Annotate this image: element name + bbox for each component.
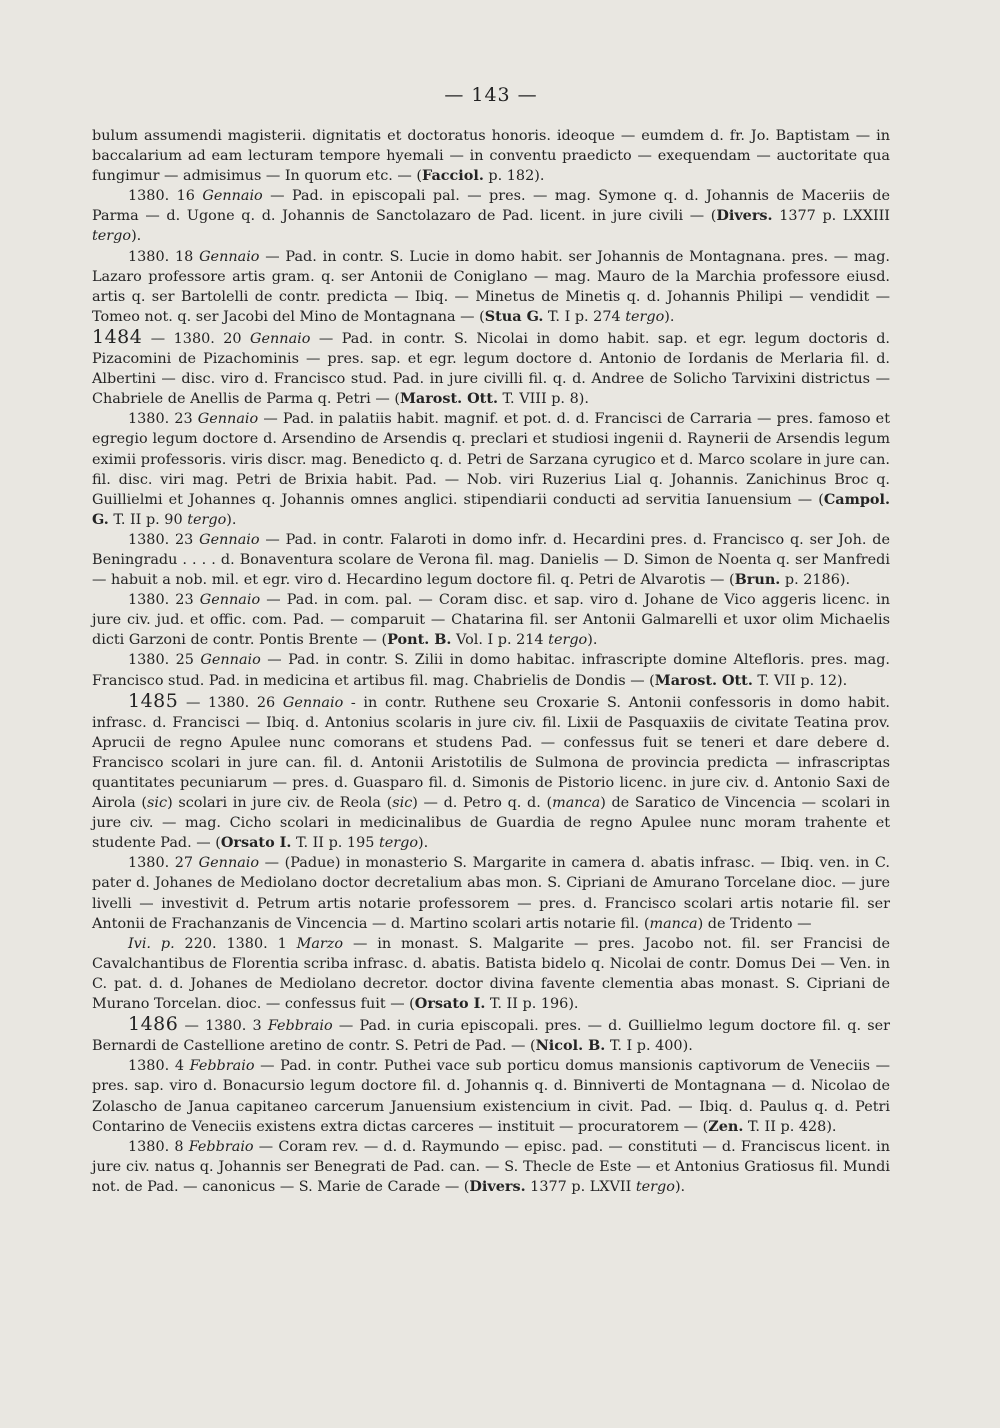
italic-text: Gennaio <box>282 694 344 711</box>
paragraph <box>92 934 890 1014</box>
text-run: — Pad. in com. pal. — Coram disc. et sap. viro d. Johane de Vico aggeris licenc. in jure civ. jud. et offic. com. Pad. — comparuit — Chatarina fil. ser Antonii Galmarelli et uxor olim Michaelis dicti Garzoni de contr. Pontis Brente — ( <box>92 592 890 649</box>
paragraph <box>92 590 890 650</box>
text-run: 1380. 27 <box>128 855 199 872</box>
source-reference: Nicol. B. <box>535 1037 606 1055</box>
text-run: 1380. 23 <box>128 531 200 548</box>
italic-text: Marzo <box>296 935 344 952</box>
paragraph <box>92 126 890 186</box>
text-run: ). <box>418 835 429 852</box>
text-run: — Pad. in palatiis habit. magnif. et pot. d. d. Francisci de Carraria — pres. famoso et egregio legum doctore d. Arsendino de Arsendis q. preclari et studiosi ingenii d. Raynerii de Arsendis legum eximii professoris. viris discr. mag. Benedicto q. d. Petri de Sarzana cyrugico et d. Marco scolare in jure can. fil. disc. viri mag. Petri de Brixia habit. Pad. — Nob. viri Ruzerius Lial q. Johannis. Zanichinus Broc q. Guillielmi et Johannes q. Johannis omnes anglici. stipendiarii conducti ad servitia Ianuensium — ( <box>92 411 890 508</box>
text-run: — Pad. in episcopali pal. — pres. — mag. Symone q. d. Johannis de Maceriis de Parma — d. Ugone q. d. Johannis de Sanctolazaro de Pad. licent. in jure civili — ( <box>92 188 890 225</box>
italic-text: Febbraio <box>188 1138 254 1155</box>
text-run: 1377 p. LXXIII <box>772 208 890 225</box>
text-run: ) scolari in jure civ. de Reola ( <box>167 795 393 812</box>
paragraph <box>92 853 890 933</box>
italic-text: Ivi. p. <box>128 935 175 952</box>
paragraph <box>92 247 890 327</box>
text-run: ) — d. Petro q. d. ( <box>412 795 553 812</box>
italic-text: tergo <box>548 632 588 649</box>
text-run: — (Padue) in monasterio S. Margarite in camera d. abatis infrasc. — Ibiq. ven. in C. pater d. Johanes de Mediolano doctor decretalium abas mon. S. Cipriani de Amurano Torcelane dioc. — jure livelli — investivit d. Petrum artis notarie professorem — pres. d. Francisco scolari artis notarie fil. ser Antonii de Frachanzanis de Vincencia — d. Martino scolari artis notarie fil. ( <box>92 855 890 932</box>
text-run: — Pad. in contr. Falaroti in domo infr. d. Hecardini pres. d. Francisco q. ser Joh. de Beningradu . . . . d. Bonaventura scolare de Verona fil. mag. Danielis — D. Simon de Noenta q. ser Manfredi — habuit a nob. mil. et egr. viro d. Hecardino legum doctore fil. q. Petri de Alvarotis — ( <box>92 531 890 589</box>
italic-text: Gennaio <box>202 188 263 205</box>
text-run: ). <box>587 632 598 649</box>
italic-text: sic <box>147 795 168 812</box>
text-run: — 1380. 20 <box>142 330 251 347</box>
text-run: — 1380. 3 <box>178 1018 268 1035</box>
text-run: Vol. I p. 214 <box>451 632 549 649</box>
text-run: — Pad. in curia episcopali. pres. — d. Guillielmo legum doctore fil. q. ser Bernardi de Castellione aretino de contr. S. Petri de Pad. — ( <box>92 1018 890 1055</box>
source-reference: Orsato I. <box>220 834 292 852</box>
italic-text: Gennaio <box>200 652 261 669</box>
source-reference: Orsato I. <box>414 995 486 1013</box>
paragraph <box>92 186 890 246</box>
text-run: ) de Tridento — <box>697 915 812 932</box>
paragraph <box>92 691 890 854</box>
italic-text: Gennaio <box>199 248 260 265</box>
text-run: ) de Saratico de Vincencia — scolari in jure civ. — mag. Cicho scolari in medicinalibus de Guardia de regno Apulee nunc moram trahente et studente Pad. — ( <box>92 795 890 852</box>
source-reference: Stua G. <box>484 307 544 325</box>
text-run: ). <box>226 511 237 528</box>
text-run: T. VII p. 12). <box>752 672 848 689</box>
text-run: 1380. 23 <box>128 592 200 609</box>
document-body <box>92 126 890 1197</box>
text-run: 1380. 23 <box>128 411 198 428</box>
source-reference: Campol. G. <box>92 490 890 528</box>
italic-text: Gennaio <box>197 411 259 428</box>
text-run: - in contr. Ruthene seu Croxarie S. Antonii confessoris in domo habit. infrasc. d. Francisci — Ibiq. d. Antonius scolaris in jure civ. fil. Lixii de Pasquaxiis de civitate Teatina prov. Aprucii de regno Apulee nunc comorans et studens Pad. — confessus fuit se teneri et dare debere d. Francisco scolari in jure can. fil. d. Antonii Aristotilis de Sulmona de provincia predicta — infrascriptas quantitates pecuniarum — pres. d. Guasparo fil. d. Simonis de Pistorio licenc. in jure civ. d. Antonio Saxi de Airola ( <box>92 694 890 812</box>
italic-text: Febbraio <box>267 1018 333 1035</box>
text-run: 1380. 4 <box>128 1058 190 1075</box>
italic-text: tergo <box>378 835 419 852</box>
text-run: — 1380. 26 <box>178 694 283 711</box>
text-run: 220. 1380. 1 <box>174 935 297 952</box>
source-reference: Zen. <box>708 1117 744 1135</box>
paragraph <box>92 409 890 530</box>
source-reference: Pont. B. <box>387 631 452 649</box>
text-run: — Coram rev. — d. d. Raymundo — episc. pad. — constituti — d. Franciscus licent. in jure civ. natus q. Johannis ser Benegrati de Pad. can. — S. Thecle de Este — et Antonius Gratiosus fil. Mundi not. de Pad. — canonicus — S. Marie de Carade — ( <box>92 1138 890 1195</box>
text-run: T. II p. 90 <box>108 511 188 528</box>
entry-number: 1486 <box>128 1013 179 1036</box>
italic-text: Gennaio <box>199 531 260 548</box>
text-run: — Pad. in contr. S. Lucie in domo habit. ser Johannis de Montagnana. pres. — mag. Lazaro professore artis gram. q. ser Antonii de Coniglano — mag. Mauro de la Marchia professore eiusd. artis q. ser Bartolelli de contr. predicta — Ibiq. — Minetus de Minetis q. d. Johannis Philipi — vendidit — Tomeo not. q. ser Jacobi del Mino de Montagnana — ( <box>92 248 890 325</box>
text-run: — Pad. in contr. S. Zilii in domo habitac. infrascripte domine Altefloris. pres. mag. Francisco stud. Pad. in medicina et artibus fil. mag. Chabrielis de Dondis — ( <box>92 652 890 689</box>
entry-number: 1485 <box>128 689 179 712</box>
italic-text: tergo <box>187 511 227 528</box>
italic-text: tergo <box>635 1178 675 1195</box>
paragraph <box>92 1056 890 1136</box>
text-run: T. I p. 274 <box>543 308 626 325</box>
text-run: T. II p. 428). <box>743 1118 837 1135</box>
source-reference: Marost. Ott. <box>654 671 753 689</box>
page-number: — 143 — <box>444 84 538 106</box>
text-run: 1380. 16 <box>128 188 203 205</box>
paragraph <box>92 1014 890 1056</box>
italic-text: tergo <box>625 308 665 325</box>
source-reference: Divers. <box>716 207 773 225</box>
text-run: ). <box>664 308 675 325</box>
paragraph <box>92 530 890 590</box>
text-run: T. I p. 400). <box>605 1038 693 1055</box>
text-run: T. VIII p. 8). <box>497 391 589 408</box>
text-run: 1377 p. LXVII <box>525 1178 636 1195</box>
source-reference: Marost. Ott. <box>399 390 498 408</box>
paragraph <box>92 650 890 690</box>
italic-text: manca <box>649 915 698 932</box>
source-reference: Brun. <box>734 571 781 589</box>
text-run: — in monast. S. Malgarite — pres. Jacobo not. fil. ser Francisi de Cavalchantibus de Florentia scriba infrasc. d. abatis. Batista bidelo q. Nicolai de contr. Domus Dei — Ven. in C. pat. d. d. Johanes de Mediolano decretor. doctor divina favente clementia abas monast. S. Cipriani de Murano Torcelan. dioc. — confessus fuit — ( <box>92 935 890 1013</box>
italic-text: manca <box>552 795 601 812</box>
source-reference: Divers. <box>469 1177 526 1195</box>
source-reference: Facciol. <box>422 167 484 185</box>
paragraph <box>92 327 890 409</box>
italic-text: Gennaio <box>250 330 311 347</box>
paragraph <box>92 1137 890 1197</box>
text-run: p. 2186). <box>780 572 851 589</box>
text-run: — Pad. in contr. S. Nicolai in domo habit. sap. et egr. legum doctoris d. Pizacomini de Pizachominis — pres. sap. et egr. legum doctore d. Antonio de Iordanis de Merlaria fil. d. Albertini — disc. viro d. Francisco stud. Pad. in jure civilli fil. q. d. Andree de Solicho Tarvixini districtus — Chabriele de Anellis de Parma q. Petri — ( <box>92 330 890 408</box>
text-run: 1380. 8 <box>128 1138 189 1155</box>
text-run: 1380. 25 <box>128 652 201 669</box>
text-run: T. II p. 196). <box>485 996 579 1013</box>
text-run: bulum assumendi magisterii. dignitatis et doctoratus honoris. ideoque — eumdem d. fr. Jo. Baptistam — in baccalarium ad eam lecturam tempore hyemali — in conventu praedicto — exequendam — auctoritate qua fungimur — admisimus — In quorum etc. — ( <box>92 128 890 185</box>
italic-text: sic <box>392 795 413 812</box>
text-run: ). <box>674 1178 686 1195</box>
text-run: p. 182). <box>483 168 545 185</box>
entry-number: 1484 <box>92 325 143 348</box>
italic-text: tergo <box>92 228 132 245</box>
text-run: T. II p. 195 <box>291 835 379 852</box>
text-run: ). <box>131 228 142 245</box>
text-run: — Pad. in contr. Puthei vace sub porticu domus mansionis captivorum de Veneciis — pres. sap. viro d. Bonacursio legum doctore fil. d. Johannis q. d. Binniverti de Montagnana — d. Nicolao de Zolascho de Janua capitaneo carcerum Januensium existencium in civit. Pad. — Ibiq. d. Paulus q. d. Petri Contarino de Veneciis existens extra dictas carceres — instituit — procuratorem — ( <box>92 1058 890 1135</box>
text-run: 1380. 18 <box>128 248 200 265</box>
italic-text: Gennaio <box>198 855 260 872</box>
italic-text: Febbraio <box>189 1058 255 1075</box>
italic-text: Gennaio <box>199 592 261 609</box>
